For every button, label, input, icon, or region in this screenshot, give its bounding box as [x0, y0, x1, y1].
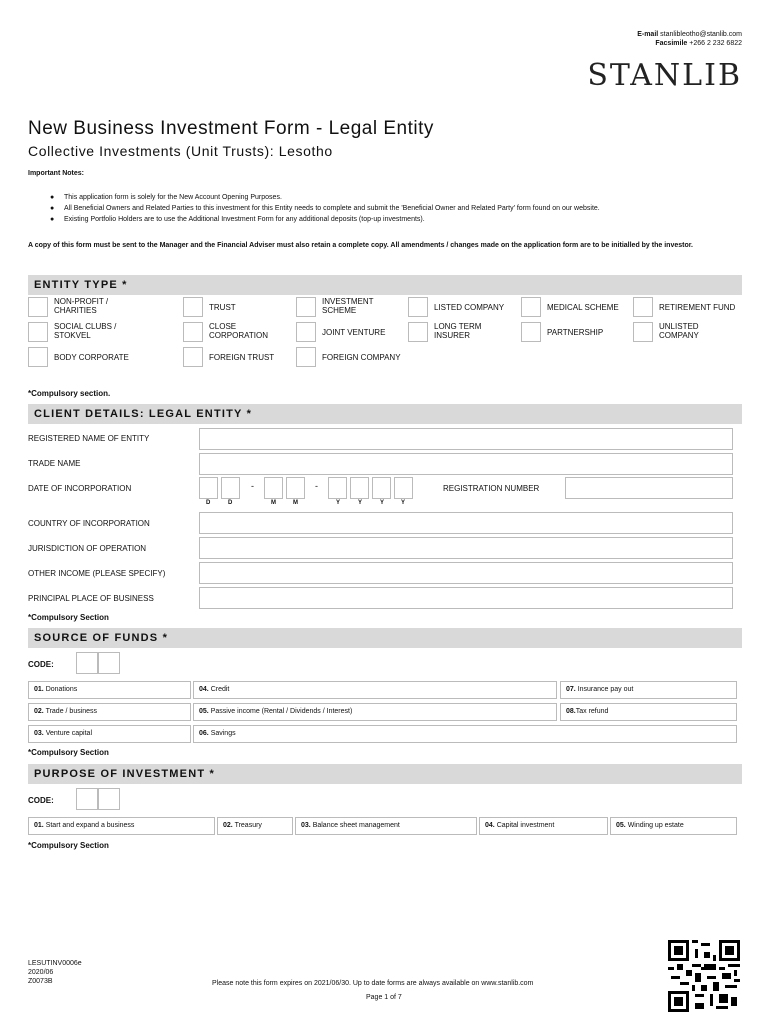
option-code: 04. — [199, 686, 209, 693]
source-compulsory-note: *Compulsory Section — [28, 748, 109, 757]
note-item: ● Existing Portfolio Holders are to use the Additional Investment Form for any additional deposits (top-up investments). — [50, 214, 600, 225]
page-subtitle: Collective Investments (Unit Trusts): Lesotho — [28, 143, 333, 159]
source-code-digit[interactable] — [98, 652, 120, 674]
date-of-incorporation-label: DATE OF INCORPORATION — [28, 484, 132, 493]
qr-code — [668, 940, 740, 1012]
copy-warning: A copy of this form must be sent to the Manager and the Financial Adviser must also retain a complete copy. All amendments / changes made on the application form are to be initialled by the investor. — [28, 242, 694, 249]
option-label: Insurance pay out — [577, 686, 634, 693]
note-item: ● This application form is solely for the New Account Opening Purposes. — [50, 192, 600, 203]
fax-label: Facsimile — [655, 40, 688, 47]
contact-block — [637, 30, 742, 48]
entity-option-label: NON-PROFIT / CHARITIES — [54, 297, 109, 315]
trade-name-label: TRADE NAME — [28, 459, 81, 468]
registration-number-label: REGISTRATION NUMBER — [443, 484, 540, 493]
source-option-trade[interactable] — [28, 703, 191, 721]
entity-checkbox-foreign-trust[interactable] — [183, 347, 203, 367]
registered-name-label: REGISTERED NAME OF ENTITY — [28, 434, 150, 443]
date-digit-d2[interactable] — [221, 477, 240, 499]
entity-option-label: MEDICAL SCHEME — [547, 303, 619, 312]
entity-checkbox-unlisted-company[interactable] — [633, 322, 653, 342]
entity-checkbox-partnership[interactable] — [521, 322, 541, 342]
country-input[interactable] — [199, 512, 733, 534]
date-digit-m2[interactable] — [286, 477, 305, 499]
option-label: Capital investment — [496, 822, 555, 829]
purpose-option-start-business[interactable] — [28, 817, 215, 835]
option-label: Savings — [210, 730, 236, 737]
form-code: LESUTINV0006e — [28, 960, 82, 967]
entity-checkbox-body-corporate[interactable] — [28, 347, 48, 367]
source-option-credit[interactable] — [193, 681, 557, 699]
notes-list — [50, 192, 600, 225]
option-code: 02. — [223, 822, 233, 829]
entity-checkbox-foreign-company[interactable] — [296, 347, 316, 367]
option-code: 02. — [34, 708, 44, 715]
jurisdiction-label: JURISDICTION OF OPERATION — [28, 544, 147, 553]
jurisdiction-input[interactable] — [199, 537, 733, 559]
purpose-option-capital-investment[interactable] — [479, 817, 608, 835]
entity-option-label: FOREIGN TRUST — [209, 353, 275, 362]
option-code: 03. — [301, 822, 311, 829]
date-separator: - — [315, 481, 318, 491]
purpose-option-treasury[interactable] — [217, 817, 293, 835]
purpose-code-digit[interactable] — [98, 788, 120, 810]
entity-option-label: LISTED COMPANY — [434, 303, 505, 312]
country-label: COUNTRY OF INCORPORATION — [28, 519, 150, 528]
principal-place-input[interactable] — [199, 587, 733, 609]
option-code: 01. — [34, 822, 44, 829]
form-code-block — [28, 959, 82, 986]
date-hint-m: M — [293, 500, 298, 506]
purpose-compulsory-note: *Compulsory Section — [28, 841, 109, 850]
entity-option-label: CLOSE CORPORATION — [209, 322, 268, 340]
purpose-code-label: CODE: — [28, 796, 54, 805]
source-of-funds-header: SOURCE OF FUNDS * — [28, 628, 742, 648]
expiry-note: Please note this form expires on 2021/06/30. Up to date forms are always available on www.stanlib.com — [212, 980, 534, 987]
option-code: 03. — [34, 730, 44, 737]
date-digit-m1[interactable] — [264, 477, 283, 499]
entity-checkbox-retirement-fund[interactable] — [633, 297, 653, 317]
date-hint-y: Y — [336, 500, 341, 506]
registered-name-input[interactable] — [199, 428, 733, 450]
entity-option-label: JOINT VENTURE — [322, 328, 386, 337]
option-code: 05. — [616, 822, 626, 829]
email-label: E-mail — [637, 31, 659, 38]
trade-name-input[interactable] — [199, 453, 733, 475]
purpose-option-balance-sheet[interactable] — [295, 817, 477, 835]
purpose-code-digit[interactable] — [76, 788, 98, 810]
email-value: stanlibleotho@stanlib.com — [660, 31, 742, 38]
date-hint-y: Y — [401, 500, 406, 506]
entity-checkbox-long-term-insurer[interactable] — [408, 322, 428, 342]
option-code: 08. — [566, 708, 576, 715]
option-label: Venture capital — [45, 730, 92, 737]
entity-option-label: TRUST — [209, 303, 236, 312]
entity-checkbox-close-corporation[interactable] — [183, 322, 203, 342]
purpose-option-winding-up[interactable] — [610, 817, 737, 835]
entity-option-label: LONG TERM INSURER — [434, 322, 482, 340]
note-item: ● All Beneficial Owners and Related Parties to this investment for this Entity needs to complete and submit the 'Beneficial Owner and Related Party' form found on our website. — [50, 203, 600, 214]
client-compulsory-note: *Compulsory Section — [28, 613, 109, 622]
entity-checkbox-joint-venture[interactable] — [296, 322, 316, 342]
entity-option-label: INVESTMENT SCHEME — [322, 297, 374, 315]
entity-checkbox-social-clubs-stokvel[interactable] — [28, 322, 48, 342]
option-label: Credit — [210, 686, 230, 693]
date-digit-y1[interactable] — [328, 477, 347, 499]
form-version: 2020/06 — [28, 969, 54, 976]
source-option-donations[interactable] — [28, 681, 191, 699]
stanlib-logo: STANLIB — [587, 58, 742, 93]
entity-checkbox-listed-company[interactable] — [408, 297, 428, 317]
entity-option-label: FOREIGN COMPANY — [322, 353, 401, 362]
date-hint-y: Y — [358, 500, 363, 506]
source-option-venture-capital[interactable] — [28, 725, 191, 743]
entity-checkbox-medical-scheme[interactable] — [521, 297, 541, 317]
option-label: Winding up estate — [627, 822, 684, 829]
registration-number-input[interactable] — [565, 477, 733, 499]
option-label: Passive income (Rental / Dividends / Interest) — [210, 708, 353, 715]
date-digit-y3[interactable] — [372, 477, 391, 499]
date-hint-d: D — [228, 500, 233, 506]
source-option-tax-refund[interactable] — [560, 703, 737, 721]
option-label: Tax refund — [575, 708, 609, 715]
option-code: 06. — [199, 730, 209, 737]
date-digit-y4[interactable] — [394, 477, 413, 499]
option-code: 05. — [199, 708, 209, 715]
other-income-label: OTHER INCOME (PLEASE SPECIFY) — [28, 569, 166, 578]
entity-option-label: RETIREMENT FUND — [659, 303, 736, 312]
option-label: Trade / business — [45, 708, 98, 715]
option-code: 07. — [566, 686, 576, 693]
option-code: 04. — [485, 822, 495, 829]
source-code-digit[interactable] — [76, 652, 98, 674]
date-hint-y: Y — [380, 500, 385, 506]
entity-checkbox-trust[interactable] — [183, 297, 203, 317]
date-digit-y2[interactable] — [350, 477, 369, 499]
entity-checkbox-non-profit-charities[interactable] — [28, 297, 48, 317]
source-option-passive-income[interactable] — [193, 703, 557, 721]
form-ref: Z0073B — [28, 978, 53, 985]
purpose-header: PURPOSE OF INVESTMENT * — [28, 764, 742, 784]
source-option-insurance[interactable] — [560, 681, 737, 699]
notes-heading: Important Notes: — [28, 170, 84, 177]
option-label: Treasury — [234, 822, 262, 829]
entity-option-label: PARTNERSHIP — [547, 328, 604, 337]
entity-option-label: UNLISTED COMPANY — [659, 322, 699, 340]
date-digit-d1[interactable] — [199, 477, 218, 499]
date-hint-d: D — [206, 500, 211, 506]
date-separator: - — [251, 481, 254, 491]
other-income-input[interactable] — [199, 562, 733, 584]
entity-option-label: SOCIAL CLUBS / STOKVEL — [54, 322, 117, 340]
option-label: Donations — [45, 686, 78, 693]
source-option-savings[interactable] — [193, 725, 737, 743]
page-number: Page 1 of 7 — [366, 994, 402, 1001]
option-label: Start and expand a business — [45, 822, 135, 829]
page-title: New Business Investment Form - Legal Entity — [28, 118, 434, 139]
client-details-header: CLIENT DETAILS: LEGAL ENTITY * — [28, 404, 742, 424]
entity-option-label: BODY CORPORATE — [54, 353, 129, 362]
entity-type-header: ENTITY TYPE * — [28, 275, 742, 295]
fax-value: +266 2 232 6822 — [689, 40, 742, 47]
date-hint-m: M — [271, 500, 276, 506]
option-label: Balance sheet management — [312, 822, 400, 829]
option-code: 01. — [34, 686, 44, 693]
principal-place-label: PRINCIPAL PLACE OF BUSINESS — [28, 594, 154, 603]
entity-compulsory-note: *Compulsory section. — [28, 389, 111, 398]
entity-checkbox-investment-scheme[interactable] — [296, 297, 316, 317]
source-code-label: CODE: — [28, 660, 54, 669]
